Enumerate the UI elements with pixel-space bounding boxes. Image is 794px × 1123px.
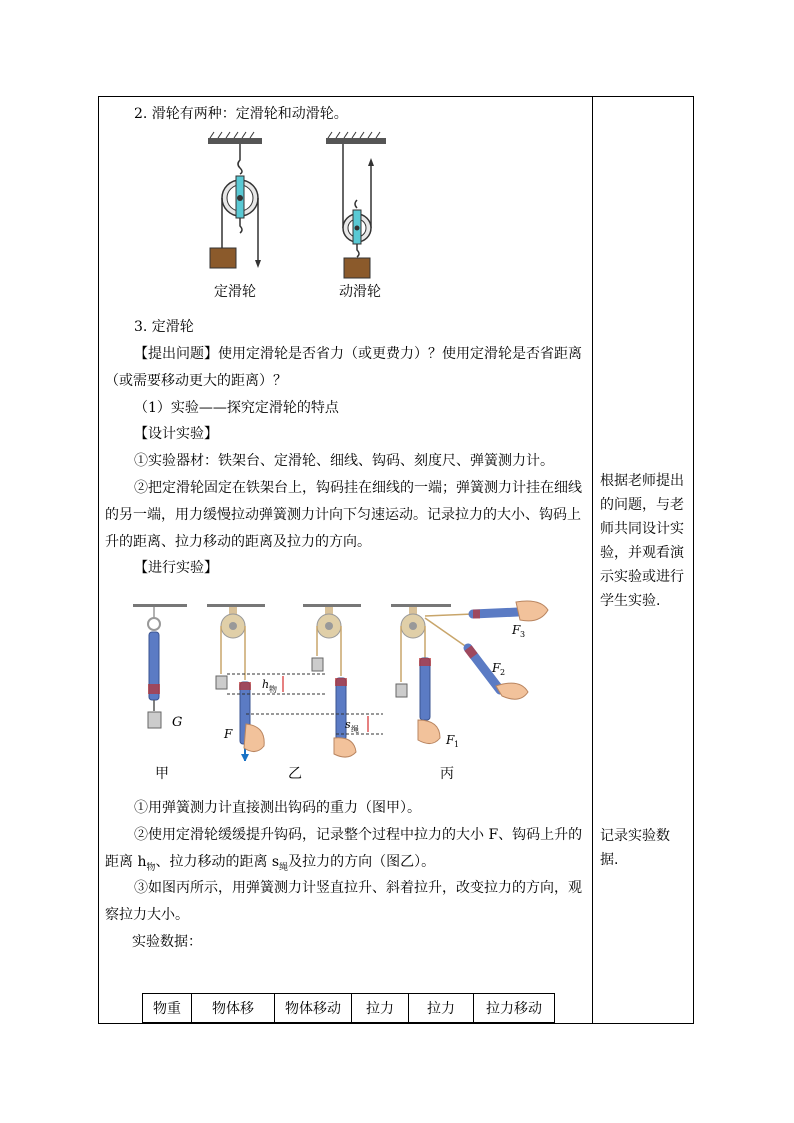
label-F3: F (512, 623, 521, 637)
label-s-sub: 绳 (351, 725, 359, 734)
experiment-title: （1）实验——探究定滑轮的特点 (134, 400, 339, 416)
label-F3-sub: 3 (520, 630, 526, 639)
step-3b: 察拉力大小。 (105, 907, 189, 923)
conduct-heading: 【进行实验】 (134, 560, 218, 576)
step-3a: ③如图丙所示，用弹簧测力计竖直拉升、斜着拉升，改变拉力的方向，观 (134, 880, 582, 896)
label-h-sub: 物 (269, 685, 277, 694)
table-header-cell: 拉力 (352, 994, 409, 1023)
design-heading: 【设计实验】 (134, 426, 218, 442)
fixed-pulley-heading: 3. 定滑轮 (134, 319, 194, 335)
label-s: s (345, 718, 351, 731)
label-G: G (172, 715, 183, 730)
table-header-cell: 物体移动 (275, 994, 352, 1023)
question-line-2: （或需要移动更大的距离）？ (105, 373, 287, 389)
panel-label-bing: 丙 (440, 766, 454, 782)
design-item-2b: 的另一端，用力缓慢拉动弹簧测力计向下匀速运动。记录拉力的大小、钩码上 (105, 507, 581, 523)
pulley-types-line: 2. 滑轮有两种：定滑轮和动滑轮。 (134, 106, 348, 122)
side-note-1: 根据老师提出 的问题，与老 师共同设计实 验，并观看演 示实验或进行 学生实验. (600, 473, 684, 609)
column-divider (592, 96, 593, 1024)
experiment-figure (128, 596, 568, 761)
label-F2: F (492, 661, 501, 675)
design-item-1: ①实验器材：铁架台、定滑轮、细线、钩码、刻度尺、弹簧测力计。 (134, 453, 554, 469)
step-2a: ②使用定滑轮缓缓提升钩码，记录整个过程中拉力的大小 F、钩码上升的 (134, 827, 583, 843)
design-item-2c: 升的距离、拉力移动的距离及拉力的方向。 (105, 534, 371, 550)
panel-label-jia: 甲 (155, 766, 169, 782)
table-header-cell: 物体移 (192, 994, 275, 1023)
data-label: 实验数据： (132, 934, 202, 950)
label-F: F (224, 727, 233, 741)
design-item-2a: ②把定滑轮固定在铁架台上，钩码挂在细线的一端；弹簧测力计挂在细线 (134, 480, 582, 496)
table-header-cell: 拉力移动 (474, 994, 555, 1023)
table-header-cell: 拉力 (409, 994, 474, 1023)
fixed-pulley-label: 定滑轮 (214, 284, 256, 300)
step-2b: 距离 $h_物$、拉力移动的距离 $s_绳$及拉力的方向（图乙）。 (105, 854, 436, 873)
pulley-types-figure (200, 130, 400, 280)
label-h: h (262, 678, 270, 691)
label-F2-sub: 2 (500, 668, 506, 677)
side-note-2: 记录实验数 据. (600, 828, 670, 868)
panel-label-yi: 乙 (288, 766, 302, 782)
label-F1-sub: 1 (454, 740, 460, 749)
question-line-1: 【提出问题】使用定滑轮是否省力（或更费力）？使用定滑轮是否省距离 (134, 346, 582, 362)
table-header-cell: 物重 (143, 994, 192, 1023)
step-1: ①用弹簧测力计直接测出钩码的重力（图甲）。 (134, 800, 421, 816)
data-table (142, 993, 555, 1023)
label-F1: F (446, 733, 455, 747)
movable-pulley-label: 动滑轮 (339, 284, 381, 300)
